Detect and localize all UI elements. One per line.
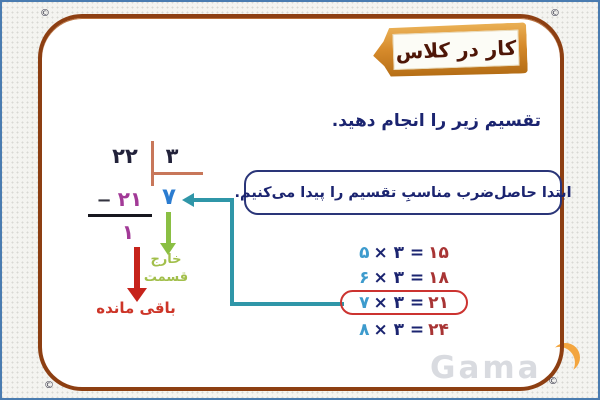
multiplication-row-highlighted xyxy=(340,290,468,315)
copyright-icon: © xyxy=(550,8,560,19)
division-bracket-vertical xyxy=(151,141,154,186)
quotient-value: ۷ xyxy=(161,184,177,210)
division-bracket-horizontal xyxy=(151,172,203,175)
remainder-label: باقی مانده xyxy=(96,299,176,317)
slide-content xyxy=(2,2,598,398)
quotient-down-arrow-icon xyxy=(166,212,171,245)
quotient-label xyxy=(136,251,196,286)
instruction-text: تقسیم زیر را انجام دهید. xyxy=(331,111,541,131)
quotient-label-line2: قسمت xyxy=(143,269,189,285)
copyright-icon: © xyxy=(40,8,50,19)
operation-text: × ۳ = xyxy=(373,319,425,340)
subtraction-line xyxy=(88,214,152,217)
multiplication-row xyxy=(344,240,464,265)
operation-text: × ۳ = xyxy=(373,267,425,288)
classwork-banner xyxy=(372,22,528,78)
factor-value: ۸ xyxy=(359,319,370,340)
hint-box xyxy=(234,170,572,215)
copyright-icon: © xyxy=(44,380,54,391)
result-value: ۲۱ xyxy=(428,292,449,313)
connector-line-bottom xyxy=(230,302,344,306)
banner-label: کار در کلاس xyxy=(395,35,517,64)
factor-value: ۷ xyxy=(359,292,370,313)
remainder-value: ۱ xyxy=(121,220,135,244)
result-value: ۱۵ xyxy=(428,242,449,263)
result-value: ۲۴ xyxy=(428,319,449,340)
operation-text: × ۳ = xyxy=(373,292,425,313)
multiplication-row xyxy=(344,317,464,342)
connector-line-horizontal xyxy=(193,198,234,202)
product-value: ۲۱ xyxy=(117,187,143,211)
copyright-icon: © xyxy=(548,376,558,387)
remainder-down-arrow-icon xyxy=(134,247,140,290)
dividend-value: ۲۲ xyxy=(112,144,138,168)
multiplication-row xyxy=(344,265,464,290)
quotient-label-line1: خارج xyxy=(150,252,182,267)
factor-value: ۶ xyxy=(359,267,370,288)
operation-text: × ۳ = xyxy=(373,242,425,263)
watermark-text: Gama xyxy=(430,350,542,386)
minus-sign: − xyxy=(96,190,112,211)
result-value: ۱۸ xyxy=(428,267,449,288)
banner-panel xyxy=(392,30,519,70)
hint-text: ابتدا حاصل‌ضرب مناسبِ تقسیم را پیدا می‌کنیم. xyxy=(234,184,572,201)
connector-line-vertical xyxy=(230,198,234,306)
factor-value: ۵ xyxy=(359,242,370,263)
connector-left-arrowhead-icon xyxy=(182,193,194,207)
divisor-value: ۳ xyxy=(165,144,179,168)
